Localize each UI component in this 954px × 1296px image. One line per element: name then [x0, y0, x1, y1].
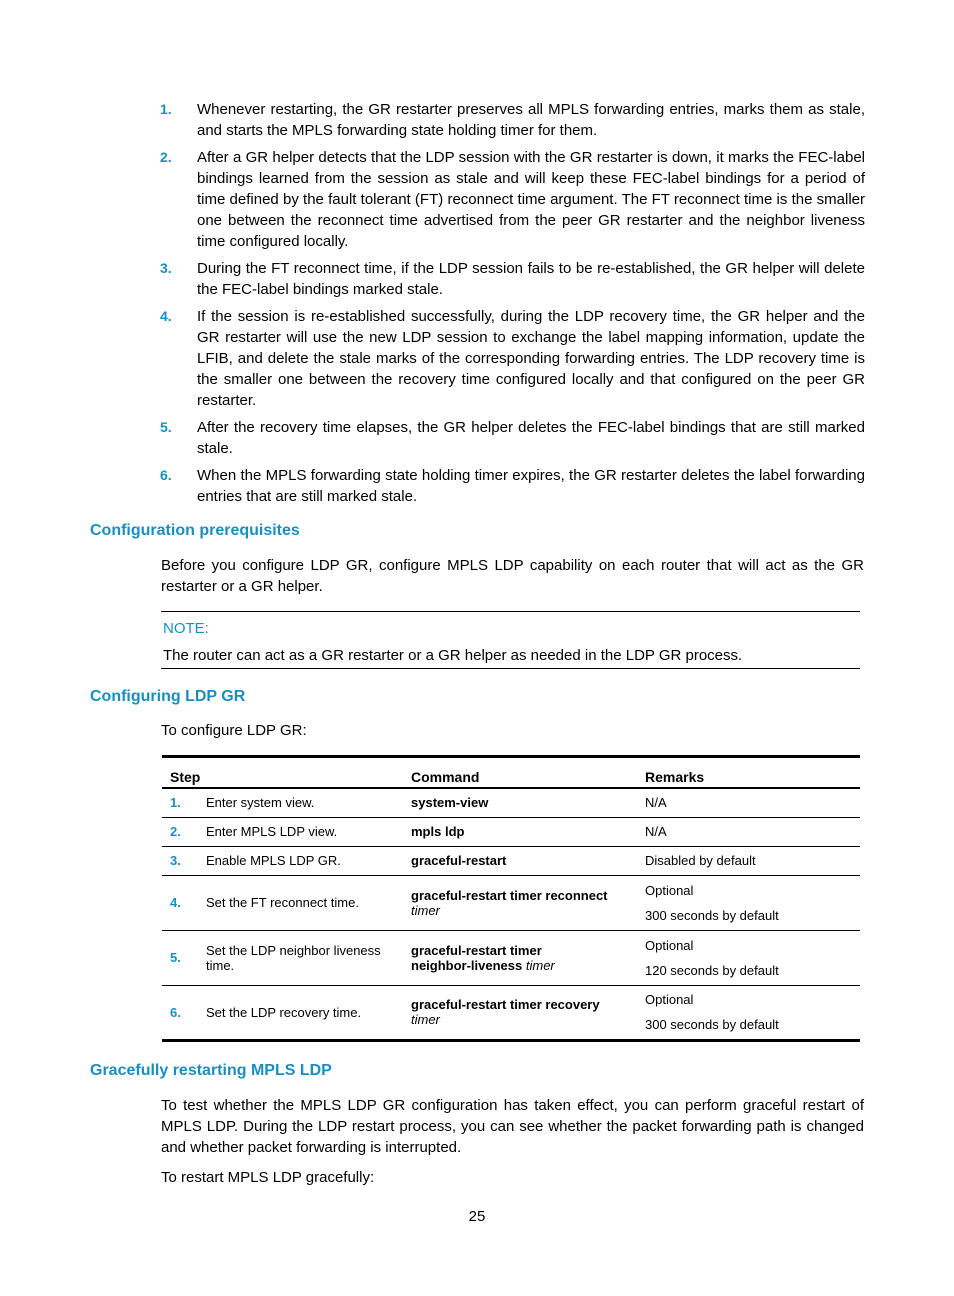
row-command: [403, 788, 637, 817]
step-number: 5.: [160, 419, 172, 435]
row-step-number: 6.: [162, 985, 198, 1040]
row-command: [403, 846, 637, 875]
step-text: Whenever restarting, the GR restarter preserves all MPLS forwarding entries, marks them as stale, and starts the MPLS forwarding state holding timer for them.: [197, 101, 865, 139]
remark-line: Optional: [645, 937, 694, 953]
step-item: [160, 465, 865, 507]
step-text: After the recovery time elapses, the GR helper deletes the FEC-label bindings that are still marked stale.: [197, 419, 865, 457]
command-argument: timer: [411, 902, 440, 918]
command-keyword: graceful-restart timer reconnect: [411, 887, 608, 903]
table-row: [162, 788, 860, 817]
row-command: [403, 875, 637, 930]
command-keyword: graceful-restart timer recovery: [411, 997, 600, 1012]
remark-line: Disabled by default: [645, 853, 756, 868]
step-text: When the MPLS forwarding state holding timer expires, the GR restarter deletes the label forwarding entries that are still marked stale.: [197, 467, 865, 505]
command-argument: timer: [525, 957, 555, 973]
row-step-number: 2.: [162, 817, 198, 846]
row-command: [403, 930, 637, 985]
remark-line: Optional: [645, 882, 694, 898]
note-box: [161, 611, 860, 669]
table-row: [162, 930, 860, 985]
row-command: [403, 817, 637, 846]
row-step-number: 1.: [162, 788, 198, 817]
configuring-intro: To configure LDP GR:: [161, 722, 307, 739]
table-row: [162, 985, 860, 1040]
step-number: 3.: [160, 260, 172, 276]
command-argument: timer: [411, 1012, 440, 1027]
command-keyword: mpls ldp: [411, 824, 465, 839]
row-description: Enable MPLS LDP GR.: [198, 846, 403, 875]
row-remarks: [637, 985, 860, 1040]
remark-line: 300 seconds by default: [645, 907, 779, 923]
prereq-heading: Configuration prerequisites: [90, 522, 300, 539]
config-table: [162, 755, 860, 1042]
row-remarks: [637, 817, 860, 846]
remark-line: N/A: [645, 824, 667, 839]
step-text: During the FT reconnect time, if the LDP session fails to be re-established, the GR helper will delete the FEC-label bindings marked stale.: [197, 260, 865, 298]
row-remarks: [637, 930, 860, 985]
note-label: NOTE:: [163, 620, 209, 637]
remark-line: 120 seconds by default: [645, 962, 779, 978]
header-command: Command: [403, 757, 637, 789]
header-remarks: Remarks: [637, 757, 860, 789]
step-item: [160, 147, 865, 252]
gracefully-intro: To restart MPLS LDP gracefully:: [161, 1169, 375, 1186]
step-item: [160, 417, 865, 459]
command-keyword: graceful-restart timer: [411, 942, 542, 958]
step-item: [160, 258, 865, 300]
row-description: Set the FT reconnect time.: [198, 875, 403, 930]
gr-process-steps: [160, 99, 865, 513]
note-text: The router can act as a GR restarter or a GR helper as needed in the LDP GR process.: [163, 647, 743, 664]
step-text: After a GR helper detects that the LDP session with the GR restarter is down, it marks the FEC-label bindings learned from the session as stale and will keep these FEC-label bindings for a period of time defined by the fault tolerant (FT) reconnect time argument. The FT reconnect time is the smaller one between the reconnect time advertised from the peer GR restarter and the neighbor liveness time configured locally.: [197, 149, 865, 250]
row-remarks: [637, 788, 860, 817]
row-step-number: 4.: [162, 875, 198, 930]
row-description: Set the LDP neighbor liveness time.: [198, 930, 403, 985]
step-number: 1.: [160, 101, 172, 117]
command-keyword: neighbor-liveness: [411, 957, 523, 973]
table-row: [162, 875, 860, 930]
remark-line: Optional: [645, 992, 694, 1007]
row-remarks: [637, 846, 860, 875]
gracefully-text: To test whether the MPLS LDP GR configuration has taken effect, you can perform graceful restart of MPLS LDP. During the LDP restart process, you can see whether the packet forwarding path is changed and whether packet forwarding is interrupted.: [161, 1097, 864, 1156]
step-item: [160, 99, 865, 141]
table-row: [162, 846, 860, 875]
step-number: 4.: [160, 308, 172, 324]
step-text: If the session is re-established successfully, during the LDP recovery time, the GR helper and the GR restarter will use the new LDP session to exchange the label mapping information, update the LFIB, and delete the stale marks of the corresponding forwarding entries. The LDP recovery time is the smaller one between the recovery time configured locally and that configured on the peer GR restarter.: [197, 308, 865, 409]
table-header-row: [162, 757, 860, 789]
remark-line: N/A: [645, 795, 667, 811]
command-keyword: graceful-restart: [411, 853, 507, 868]
page-number: 25: [468, 1208, 486, 1225]
row-description: Enter MPLS LDP view.: [198, 817, 403, 846]
row-description: Set the LDP recovery time.: [198, 985, 403, 1040]
row-remarks: [637, 875, 860, 930]
command-keyword: system-view: [411, 795, 489, 811]
row-command: [403, 985, 637, 1040]
configuring-heading: Configuring LDP GR: [90, 688, 246, 705]
step-item: [160, 306, 865, 411]
step-number: 2.: [160, 149, 172, 165]
step-number: 6.: [160, 467, 172, 483]
row-step-number: 5.: [162, 930, 198, 985]
row-description: Enter system view.: [198, 788, 403, 817]
prereq-text: Before you configure LDP GR, configure MPLS LDP capability on each router that will act as the GR restarter or a GR helper.: [161, 557, 864, 595]
remark-line: 300 seconds by default: [645, 1017, 779, 1032]
header-step: Step: [162, 757, 403, 789]
table-row: [162, 817, 860, 846]
gracefully-heading: Gracefully restarting MPLS LDP: [90, 1062, 332, 1079]
row-step-number: 3.: [162, 846, 198, 875]
